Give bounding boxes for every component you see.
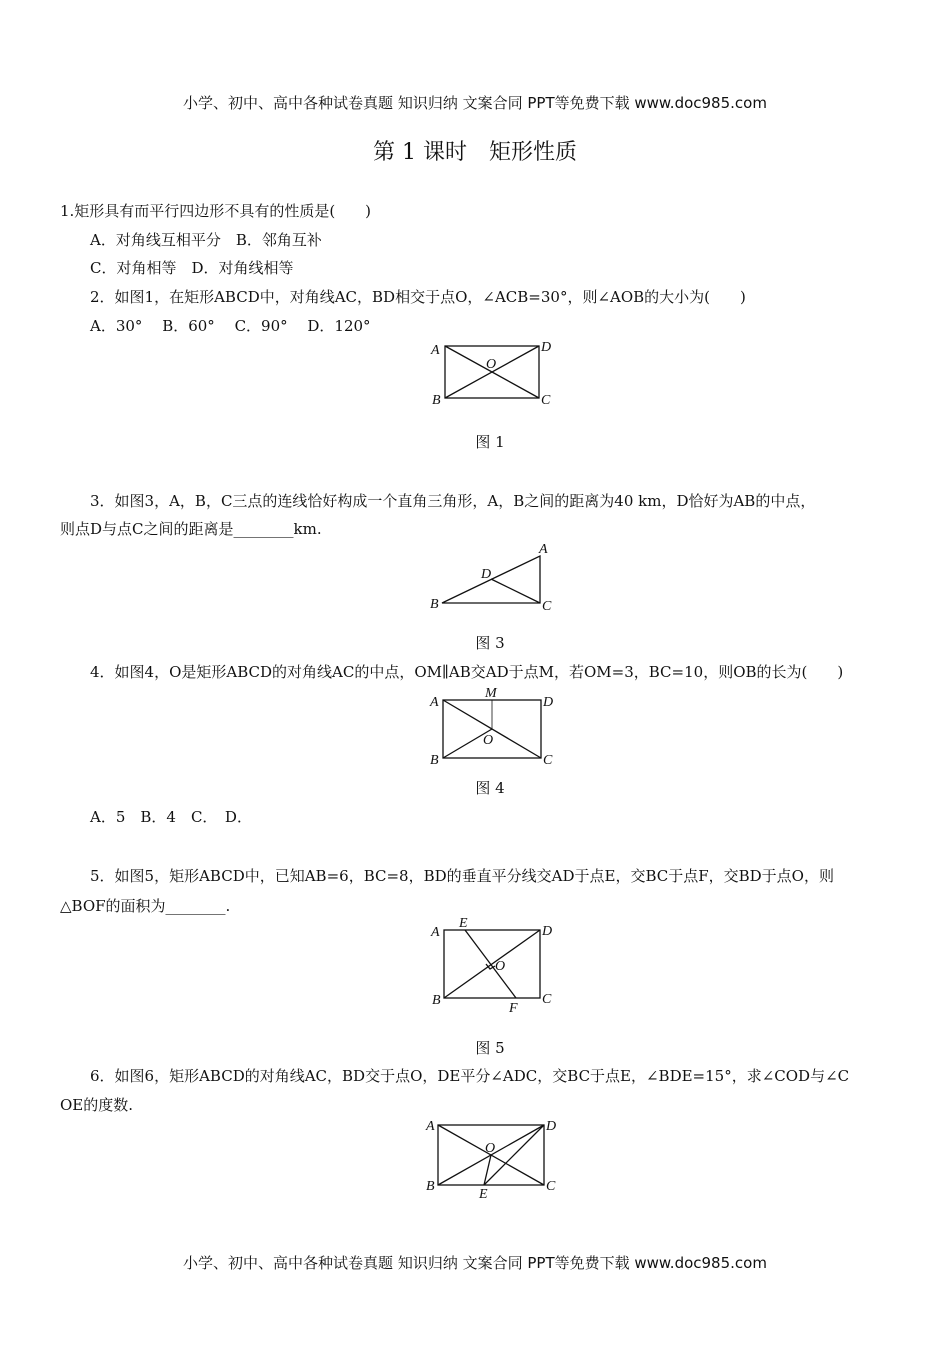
label-b: B: [426, 1179, 435, 1194]
figure-4: [429, 686, 553, 768]
figure-3: [430, 542, 552, 614]
q4-options: A．5 B．4 C． D．: [90, 808, 252, 826]
label-c: C: [542, 599, 552, 614]
label-e: E: [459, 916, 468, 931]
label-c: C: [542, 992, 552, 1007]
figure-3-caption: 图 3: [475, 634, 505, 652]
label-o: O: [483, 733, 494, 748]
q1-stem: 1.矩形具有而平行四边形不具有的性质是( ): [60, 202, 372, 220]
label-d: D: [542, 924, 553, 939]
label-a: A: [431, 343, 440, 358]
label-d: D: [546, 1119, 557, 1134]
label-d: D: [543, 695, 554, 710]
label-a: A: [431, 925, 440, 940]
label-d: D: [481, 567, 492, 582]
figure-1-caption: 图 1: [475, 433, 505, 451]
q6-line2: OE的度数.: [60, 1096, 134, 1114]
figure-1: [430, 340, 551, 408]
label-m: M: [485, 686, 497, 701]
figure-5-caption: 图 5: [475, 1039, 505, 1057]
q1-options-cd: C．对角相等 D．对角线相等: [90, 259, 294, 277]
label-c: C: [541, 393, 551, 408]
q2-stem: 2．如图1，在矩形ABCD中，对角线AC，BD相交于点O，∠ACB=30°，则∠AOB的大小为( ): [90, 288, 746, 306]
q5-line2: △BOF的面积为________.: [60, 897, 231, 915]
q1-options-ab: A．对角线互相平分 B．邻角互补: [90, 231, 322, 249]
label-a: A: [430, 695, 439, 710]
figure-5: [430, 916, 552, 1016]
q3-line1: 3．如图3，A，B，C三点的连线恰好构成一个直角三角形，A，B之间的距离为40 km，D恰好为AB的中点，: [90, 492, 816, 510]
label-a: A: [426, 1119, 435, 1134]
label-o: O: [486, 357, 497, 372]
label-f: F: [509, 1001, 518, 1016]
page-header: 小学、初中、高中各种试卷真题 知识归纳 文案合同 PPT等免费下载 www.doc985.com: [183, 94, 767, 112]
label-c: C: [543, 753, 553, 768]
label-d: D: [541, 340, 552, 355]
page-footer: 小学、初中、高中各种试卷真题 知识归纳 文案合同 PPT等免费下载 www.doc985.com: [183, 1254, 767, 1272]
label-b: B: [430, 753, 439, 768]
label-c: C: [546, 1179, 556, 1194]
label-o: O: [485, 1141, 496, 1156]
q2-options: A．30° B．60° C．90° D．120°: [90, 317, 371, 335]
figure-6: [425, 1119, 556, 1202]
q3-line2: 则点D与点C之间的距离是________km.: [60, 520, 322, 538]
q5-line1: 5．如图5，矩形ABCD中，已知AB=6，BC=8，BD的垂直平分线交AD于点E，交BC于点F，交BD于点O，则: [90, 867, 834, 885]
q4-stem: 4．如图4，O是矩形ABCD的对角线AC的中点，OM∥AB交AD于点M，若OM=3，BC=10，则OB的长为( ): [90, 663, 844, 681]
label-o: O: [495, 959, 506, 974]
q6-line1: 6．如图6，矩形ABCD的对角线AC，BD交于点O，DE平分∠ADC，交BC于点E，∠BDE=15°，求∠COD与∠C: [90, 1067, 850, 1085]
page-title: 第 1 课时 矩形性质: [373, 140, 577, 165]
label-b: B: [432, 993, 441, 1008]
label-e: E: [479, 1187, 488, 1202]
label-b: B: [432, 393, 441, 408]
label-a: A: [539, 542, 548, 557]
label-b: B: [430, 597, 439, 612]
figure-4-caption: 图 4: [475, 779, 505, 797]
